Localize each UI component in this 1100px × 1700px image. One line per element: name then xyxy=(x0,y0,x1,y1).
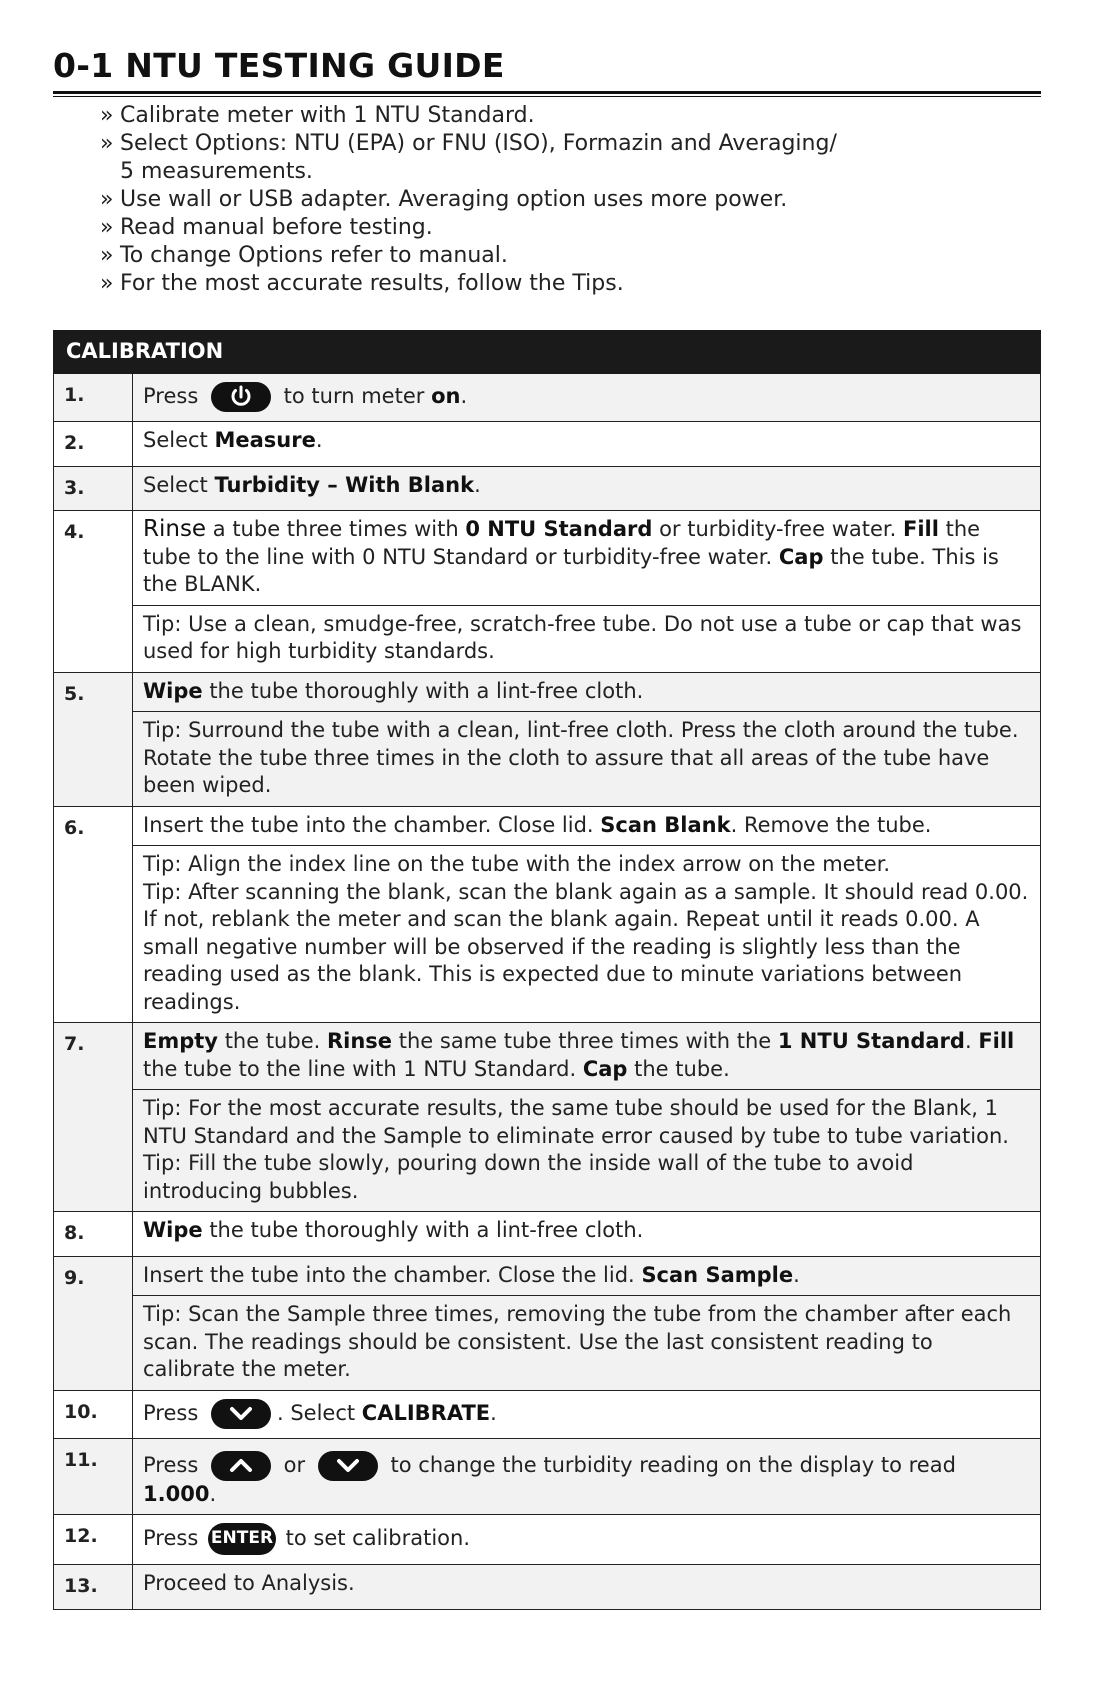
step-tip: Tip: Align the index line on the tube with the index arrow on the meter. Tip: After scanning the blank, scan the blank again as a sample. It should read 0.00. If not, reblank the meter and scan the blank again. Repeat until it reads 0.00. A small negative number will be observed if the reading is slightly less than the reading used as the blank. This is expected due to minute variations between readings. xyxy=(133,846,1041,1023)
step-tip-row-9 xyxy=(54,1296,1041,1391)
table-header-row xyxy=(54,331,1041,374)
step-number: 2. xyxy=(54,422,133,467)
step-number: 6. xyxy=(54,806,133,1023)
step-number: 8. xyxy=(54,1212,133,1257)
step-row-1 xyxy=(54,374,1041,422)
chevron-up-icon xyxy=(211,1451,271,1481)
step-row-6 xyxy=(54,806,1041,846)
step-row-11 xyxy=(54,1438,1041,1515)
step-text: Proceed to Analysis. xyxy=(133,1565,1041,1610)
step-tip-row-6 xyxy=(54,846,1041,1023)
step-text: Press . Select CALIBRATE. xyxy=(133,1390,1041,1438)
bullet-item-continuation: 5 measurements. xyxy=(120,159,313,184)
step-text: Insert the tube into the chamber. Close the lid. Scan Sample. xyxy=(133,1256,1041,1296)
bullet-marker: » xyxy=(100,103,114,128)
bullet-marker: » xyxy=(100,131,114,156)
step-number: 4. xyxy=(54,511,133,673)
bullet-item: » Use wall or USB adapter. Averaging option uses more power. xyxy=(100,187,788,212)
calibration-table xyxy=(53,330,1041,1610)
step-row-5 xyxy=(54,672,1041,712)
bullet-marker: » xyxy=(100,187,114,212)
step-number: 3. xyxy=(54,466,133,511)
step-row-10 xyxy=(54,1390,1041,1438)
step-tip-row-4 xyxy=(54,605,1041,672)
bullet-item: » For the most accurate results, follow the Tips. xyxy=(100,271,624,296)
step-number: 12. xyxy=(54,1515,133,1565)
step-row-8 xyxy=(54,1212,1041,1257)
step-number: 11. xyxy=(54,1438,133,1515)
step-text: Wipe the tube thoroughly with a lint-free cloth. xyxy=(133,672,1041,712)
title-rule-thick xyxy=(53,91,1041,94)
step-text: Rinse a tube three times with 0 NTU Standard or turbidity-free water. Fill the tube to the line with 0 NTU Standard or turbidity-free water. Cap the tube. This is the BLANK. xyxy=(133,511,1041,606)
step-tip: Tip: Surround the tube with a clean, lint-free cloth. Press the cloth around the tube. Rotate the tube three times in the cloth to assure that all areas of the tube have been wiped. xyxy=(133,712,1041,807)
step-tip-row-5 xyxy=(54,712,1041,807)
title-rule-thin xyxy=(53,96,1041,97)
step-text: Select Turbidity – With Blank. xyxy=(133,466,1041,511)
enter-button-icon: ENTER xyxy=(208,1523,276,1555)
bullet-item: » Read manual before testing. xyxy=(100,215,433,240)
intro-bullet-list xyxy=(100,102,837,298)
step-number: 5. xyxy=(54,672,133,806)
step-tip-row-7 xyxy=(54,1090,1041,1212)
step-number: 13. xyxy=(54,1565,133,1610)
step-number: 7. xyxy=(54,1023,133,1212)
step-text: Press ENTER to set calibration. xyxy=(133,1515,1041,1565)
step-row-3 xyxy=(54,466,1041,511)
chevron-down-icon xyxy=(318,1451,378,1481)
step-number: 9. xyxy=(54,1256,133,1390)
power-button-icon xyxy=(211,382,271,412)
bullet-marker: » xyxy=(100,215,114,240)
step-row-7 xyxy=(54,1023,1041,1090)
step-row-12 xyxy=(54,1515,1041,1565)
step-text: Wipe the tube thoroughly with a lint-free cloth. xyxy=(133,1212,1041,1257)
table-header: CALIBRATION xyxy=(54,331,1041,374)
chevron-down-icon xyxy=(211,1399,271,1429)
step-row-9 xyxy=(54,1256,1041,1296)
step-tip: Tip: For the most accurate results, the same tube should be used for the Blank, 1 NTU Standard and the Sample to eliminate error caused by tube to tube variation. Tip: Fill the tube slowly, pouring down the inside wall of the tube to avoid introducing bubbles. xyxy=(133,1090,1041,1212)
bullet-item: » Calibrate meter with 1 NTU Standard. xyxy=(100,103,535,128)
step-text: Empty the tube. Rinse the same tube three times with the 1 NTU Standard. Fill the tube to the line with 1 NTU Standard. Cap the tube. xyxy=(133,1023,1041,1090)
step-row-4 xyxy=(54,511,1041,606)
step-text: Select Measure. xyxy=(133,422,1041,467)
page-title: 0-1 NTU TESTING GUIDE xyxy=(53,46,505,85)
bullet-item: » To change Options refer to manual. xyxy=(100,243,508,268)
step-text: Press to turn meter on. xyxy=(133,374,1041,422)
step-text: Insert the tube into the chamber. Close lid. Scan Blank. Remove the tube. xyxy=(133,806,1041,846)
bullet-item: » Select Options: NTU (EPA) or FNU (ISO), Formazin and Averaging/ xyxy=(100,131,837,156)
step-row-13 xyxy=(54,1565,1041,1610)
step-number: 10. xyxy=(54,1390,133,1438)
step-text: Press or to change the turbidity reading on the display to read 1.000. xyxy=(133,1438,1041,1515)
bullet-marker: » xyxy=(100,271,114,296)
step-number: 1. xyxy=(54,374,133,422)
step-tip: Tip: Scan the Sample three times, removing the tube from the chamber after each scan. The readings should be consistent. Use the last consistent reading to calibrate the meter. xyxy=(133,1296,1041,1391)
step-row-2 xyxy=(54,422,1041,467)
bullet-marker: » xyxy=(100,243,114,268)
step-tip: Tip: Use a clean, smudge-free, scratch-free tube. Do not use a tube or cap that was used for high turbidity standards. xyxy=(133,605,1041,672)
